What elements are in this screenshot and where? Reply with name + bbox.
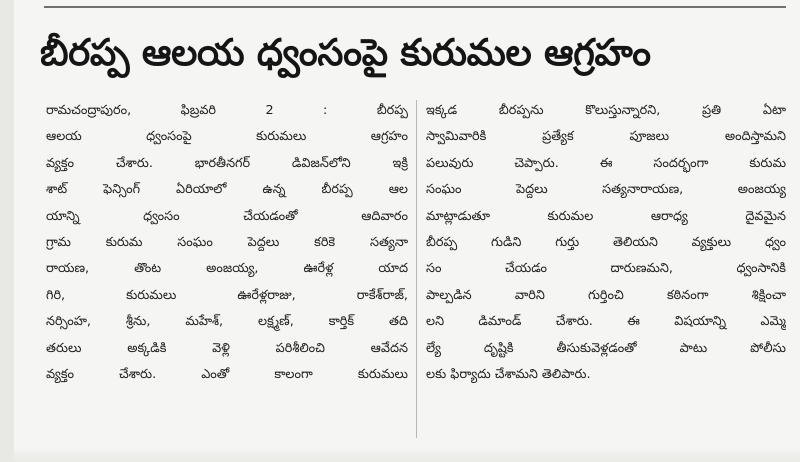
right-line-9: లని డిమాండ్ చేశారు. ఈ విషయాన్ని ఎమ్మె (426, 314, 786, 330)
right-line-5: మాట్లాడుతూ కురుమల ఆరాధ్య దైవమైన (426, 208, 786, 224)
top-rule (44, 6, 786, 8)
page-left-edge (0, 0, 14, 462)
left-line-6: గ్రామ కురుమ సంఘం పెద్దలు కరికె సత్యనా (46, 234, 408, 250)
article-headline: బీరప్ప ఆలయ ధ్వంసంపై కురుమల ఆగ్రహం (40, 31, 651, 74)
left-line-3: వ్యక్తం చేశారు. భారతీనగర్ డివిజన్‌లోని ఇక్రి (46, 155, 408, 171)
left-line-8: గిరి, కురుమలు ఊరేళ్లరాజు, రాకేశ్‌రాజ్, (46, 287, 408, 303)
left-line-11: వ్యక్తం చేశారు. ఎంతో కాలంగా కురుమలు (46, 366, 408, 382)
right-line-1: ఇక్కడ బీరప్పను కొలుస్తున్నారని, ప్రతి ఏటా (426, 103, 786, 118)
left-line-9: నర్సింహ, శ్రీను, మహేశ్, లక్ష్మణ్, కార్తిక్ తది (46, 314, 408, 330)
left-line-4: శాట్ ఫెన్సింగ్ ఏరియాలో ఉన్న బీరప్ప ఆల (46, 182, 408, 198)
left-line-2: ఆలయ ధ్వంసంపై కురుమలు ఆగ్రహం (46, 129, 408, 145)
right-line-11: లకు ఫిర్యాదు చేశామని తెలిపారు. (426, 366, 591, 382)
left-line-7: రాయణ, తొంట అంజయ్య, ఊరేళ్ల యాద (46, 261, 408, 277)
right-line-4: సంఘం పెద్దలు సత్యనారాయణ, అంజయ్య (426, 182, 786, 198)
column-divider (416, 100, 417, 438)
article-right-column (426, 98, 786, 438)
right-line-8: పాల్పడిన వారిని గుర్తించి కఠినంగా శిక్షించా (426, 287, 786, 303)
right-line-6: బీరప్ప గుడిని గుర్తు తెలియని వ్యక్తులు ధ్వం (426, 234, 786, 250)
left-line-5: యాన్ని ధ్వంసం చేయడంతో ఆదివారం (46, 208, 408, 224)
left-line-1: రామచంద్రాపురం, ఫిబ్రవరి 2 : బీరప్ప (46, 103, 408, 118)
article-left-column (46, 98, 408, 438)
right-line-2: స్వామివారికి ప్రత్యేక పూజలు అందిస్తామని (426, 129, 786, 145)
page-bottom-edge (14, 448, 800, 462)
left-line-10: తరులు అక్కడికి వెళ్లి పరిశీలించి ఆవేదన (46, 340, 408, 356)
right-line-3: పలువురు చెప్పారు. ఈ సందర్భంగా కురుమ (426, 155, 786, 171)
right-line-10: ల్యే దృష్టికి తీసుకువెళ్లడంతో పాటు పోలీసు (426, 340, 786, 356)
right-line-7: సం చేయడం దారుణమని, ధ్వంసానికి (426, 261, 786, 277)
